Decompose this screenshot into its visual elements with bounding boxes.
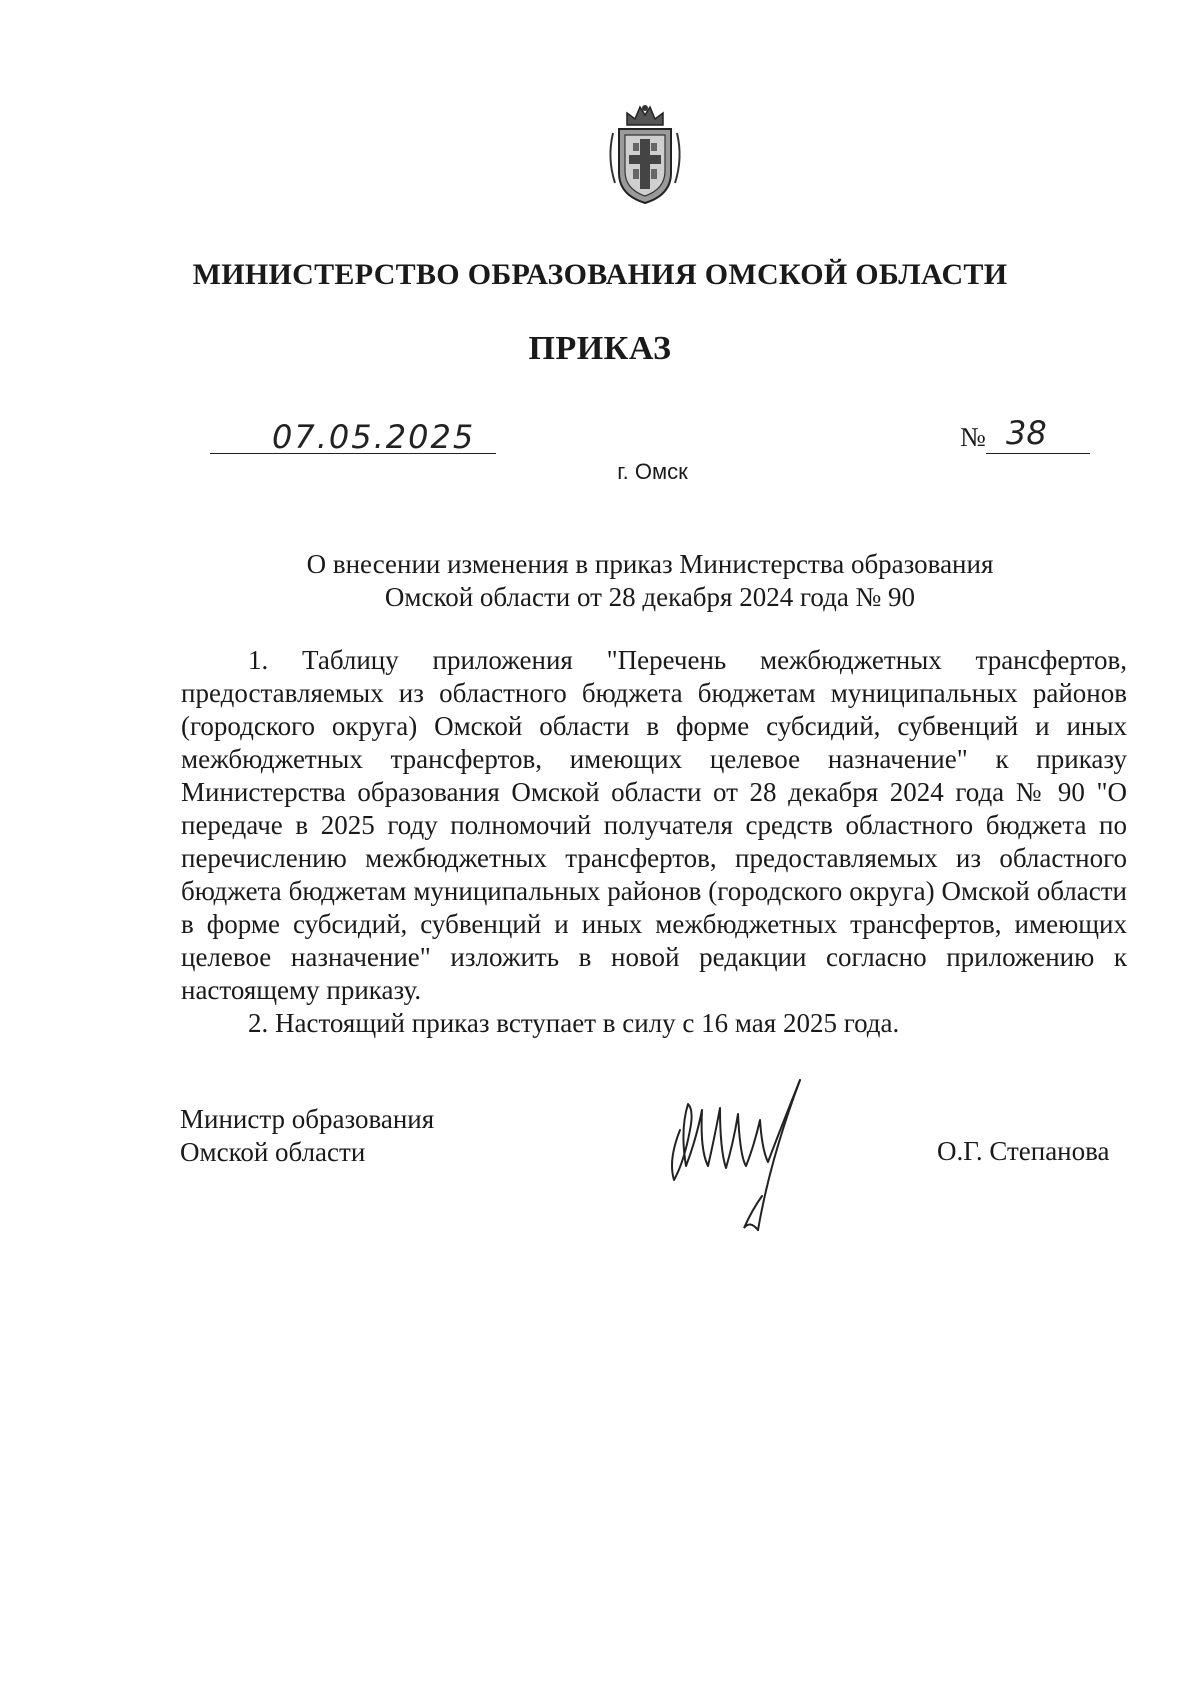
coat-of-arms-icon — [605, 103, 685, 207]
signatory-position — [180, 1103, 434, 1169]
signatory-name: О.Г. Степанова — [937, 1136, 1110, 1166]
document-subject — [180, 548, 1120, 614]
ministry-title: МИНИСТЕРСТВО ОБРАЗОВАНИЯ ОМСКОЙ ОБЛАСТИ — [192, 258, 1008, 291]
signatory-position-line-1: Министр образования — [180, 1104, 435, 1134]
paragraph-1: 1. Таблицу приложения "Перечень межбюджетных трансфертов, предоставляемых из областного бюджета бюджетам муниципальных районов (городского округа) Омской области в форме субсидий, субвенций и иных межбюджетных трансфертов, имеющих целевое назначение" к приказу Министерства образования Омской области от 28 декабря 2024 года № 90 "О передаче в 2025 году полномочий получателя средств областного бюджета по перечислению межбюджетных трансфертов, предоставляемых из областного бюджета бюджетам муниципальных районов (городского округа) Омской области в форме субсидий, субвенций и иных межбюджетных трансфертов, имеющих целевое назначение" изложить в новой редакции согласно приложению к настоящему приказу. — [181, 645, 1127, 1005]
document-date: 07.05.2025 — [272, 418, 476, 456]
number-underline — [986, 453, 1090, 454]
signatory-position-line-2: Омской области — [180, 1137, 366, 1167]
document-body — [181, 644, 1127, 1040]
document-type: ПРИКАЗ — [528, 330, 672, 367]
paragraph-2: 2. Настоящий приказ вступает в силу с 16 мая 2025 года. — [248, 1008, 900, 1038]
subject-line-1: О внесении изменения в приказ Министерства образования — [306, 549, 994, 579]
number-label: № — [960, 422, 986, 452]
city: г. Омск — [617, 459, 688, 484]
document-number: 38 — [1006, 414, 1047, 452]
handwritten-signature — [650, 1070, 850, 1250]
subject-line-2: Омской области от 28 декабря 2024 года № 90 — [384, 582, 916, 612]
